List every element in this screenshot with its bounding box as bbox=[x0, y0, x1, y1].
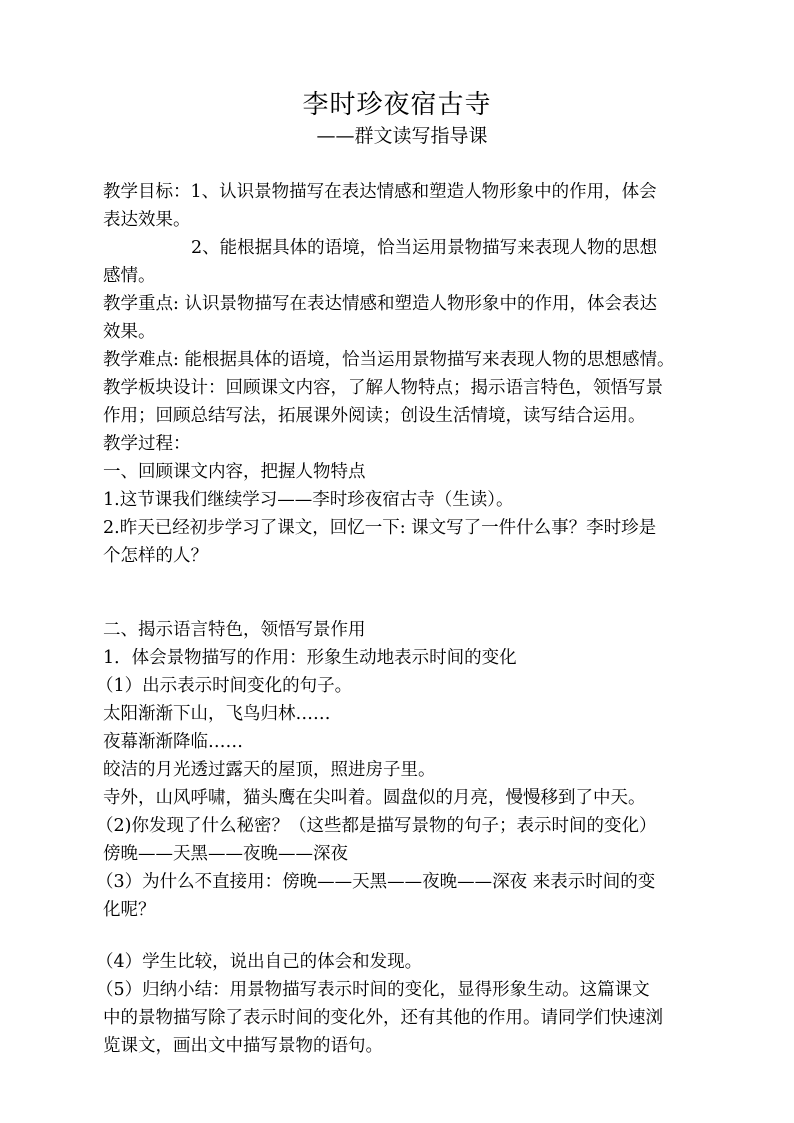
text-line: （3）为什么不直接用：傍晚——天黑——夜晚——深夜 来表示时间的变 bbox=[96, 872, 656, 892]
text-line: 1．体会景物描写的作用：形象生动地表示时间的变化 bbox=[103, 648, 517, 668]
text-line: 夜幕渐渐降临…… bbox=[103, 732, 243, 752]
text-line: 寺外，山风呼啸，猫头鹰在尖叫着。圆盘似的月亮，慢慢移到了中天。 bbox=[103, 788, 646, 808]
text-line: 效果。 bbox=[103, 322, 156, 342]
text-line: 皎洁的月光透过露天的屋顶，照进房子里。 bbox=[103, 760, 436, 780]
text-line: 教学难点: 能根据具体的语境，恰当运用景物描写来表现人物的思想感情。 bbox=[103, 350, 675, 370]
text-line: （4）学生比较，说出自己的体会和发现。 bbox=[96, 952, 423, 972]
text-line: 表达效果。 bbox=[103, 210, 191, 230]
text-line: 教学板块设计：回顾课文内容，了解人物特点；揭示语言特色，领悟写景 bbox=[103, 378, 663, 398]
text-line: 教学重点: 认识景物描写在表达情感和塑造人物形象中的作用，体会表达 bbox=[103, 294, 657, 314]
text-line: 作用；回顾总结写法，拓展课外阅读；创设生活情境，读写结合运用。 bbox=[103, 406, 646, 426]
text-line: （1）出示表示时间变化的句子。 bbox=[96, 676, 353, 696]
text-line: 教学过程： bbox=[103, 434, 191, 454]
text-line: 中的景物描写除了表示时间的变化外，还有其他的作用。请同学们快速浏 bbox=[103, 1008, 663, 1028]
text-line: 化呢？ bbox=[103, 900, 156, 920]
text-line: 1.这节课我们继续学习——李时珍夜宿古寺（生读）。 bbox=[103, 490, 514, 510]
text-line: 览课文，画出文中描写景物的语句。 bbox=[103, 1036, 383, 1056]
section-heading: 一、回顾课文内容，把握人物特点 bbox=[103, 462, 366, 482]
document-subtitle: ——群文读写指导课 bbox=[316, 125, 488, 147]
text-line: 个怎样的人？ bbox=[103, 546, 208, 566]
text-line: 2、能根据具体的语境，恰当运用景物描写来表现人物的思想 bbox=[191, 238, 658, 258]
blank-line bbox=[103, 570, 695, 616]
text-line: 傍晚——天黑——夜晚——深夜 bbox=[103, 844, 348, 864]
text-line: （5）归纳小结：用景物描写表示时间的变化，显得形象生动。这篇课文 bbox=[96, 980, 650, 1000]
text-line: 2.昨天已经初步学习了课文，回忆一下: 课文写了一件什么事？李时珍是 bbox=[103, 518, 657, 538]
text-line: （2)你发现了什么秘密？（这些都是描写景物的句子；表示时间的变化） bbox=[96, 816, 657, 836]
section-heading: 二、揭示语言特色，领悟写景作用 bbox=[103, 620, 366, 640]
text-line: 教学目标：1、认识景物描写在表达情感和塑造人物形象中的作用，体会 bbox=[103, 182, 657, 202]
document-title: 李时珍夜宿古寺 bbox=[302, 90, 492, 120]
text-line: 感情。 bbox=[103, 266, 156, 286]
document-body bbox=[96, 178, 695, 1060]
blank-line bbox=[103, 924, 695, 948]
text-line: 太阳渐渐下山，飞鸟归林…… bbox=[103, 704, 331, 724]
